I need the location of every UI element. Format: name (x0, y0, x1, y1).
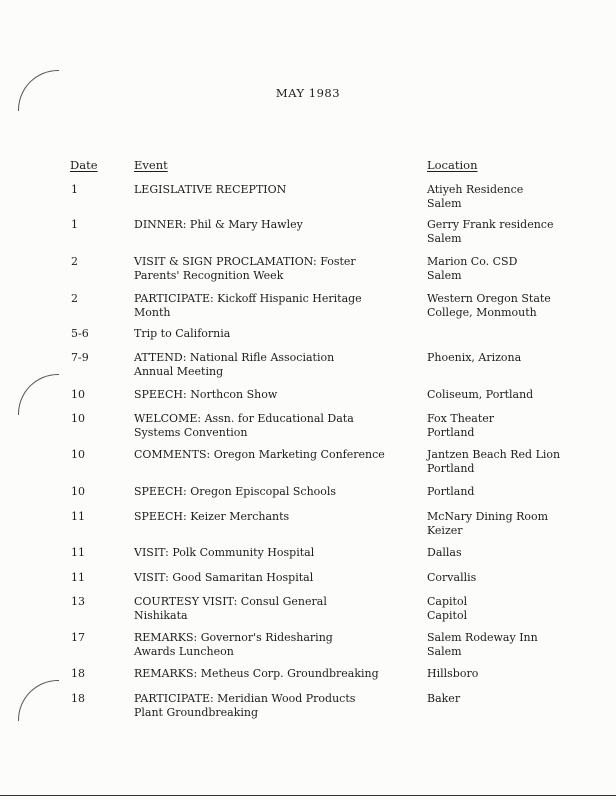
row-event: COMMENTS: Oregon Marketing Conference (134, 448, 385, 461)
location-column-header: Location (427, 158, 478, 172)
row-event: VISIT: Good Samaritan Hospital (134, 571, 314, 584)
binder-hole-mark (18, 680, 59, 721)
row-date: 2 (71, 292, 78, 305)
row-date: 11 (71, 571, 85, 584)
row-event: REMARKS: Metheus Corp. Groundbreaking (134, 667, 379, 680)
row-location: Atiyeh Residence Salem (427, 183, 524, 210)
row-event: SPEECH: Keizer Merchants (134, 510, 290, 523)
row-event: VISIT & SIGN PROCLAMATION: Foster Parents' Recognition Week (134, 255, 356, 282)
row-date: 18 (71, 692, 85, 705)
binder-hole-mark (18, 374, 59, 415)
row-date: 10 (71, 412, 85, 425)
row-date: 5-6 (71, 327, 89, 340)
row-location: Phoenix, Arizona (427, 351, 522, 364)
row-event: COURTESY VISIT: Consul General Nishikata (134, 595, 327, 622)
row-date: 2 (71, 255, 78, 268)
row-date: 11 (71, 546, 85, 559)
row-event: VISIT: Polk Community Hospital (134, 546, 315, 559)
row-location: Coliseum, Portland (427, 388, 534, 401)
row-event: WELCOME: Assn. for Educational Data Systems Convention (134, 412, 354, 439)
row-event: REMARKS: Governor's Ridesharing Awards Luncheon (134, 631, 333, 658)
row-date: 10 (71, 388, 85, 401)
row-location: Western Oregon State College, Monmouth (427, 292, 551, 319)
row-date: 10 (71, 485, 85, 498)
row-event: PARTICIPATE: Kickoff Hispanic Heritage Month (134, 292, 362, 319)
row-event: Trip to California (134, 327, 231, 340)
row-location: Corvallis (427, 571, 477, 584)
row-event: DINNER: Phil & Mary Hawley (134, 218, 303, 231)
row-date: 1 (71, 183, 78, 196)
row-location: Baker (427, 692, 461, 705)
row-location: McNary Dining Room Keizer (427, 510, 549, 537)
row-date: 10 (71, 448, 85, 461)
page-title: MAY 1983 (275, 86, 341, 100)
row-location: Portland (427, 485, 475, 498)
row-date: 11 (71, 510, 85, 523)
row-location: Gerry Frank residence Salem (427, 218, 554, 245)
row-location: Jantzen Beach Red Lion Portland (427, 448, 561, 475)
row-date: 17 (71, 631, 85, 644)
row-location: Hillsboro (427, 667, 479, 680)
date-column-header: Date (70, 158, 98, 172)
row-date: 1 (71, 218, 78, 231)
event-column-header: Event (134, 158, 168, 172)
row-date: 13 (71, 595, 85, 608)
row-event: ATTEND: National Rifle Association Annual Meeting (134, 351, 335, 378)
row-event: LEGISLATIVE RECEPTION (134, 183, 287, 196)
row-event: SPEECH: Northcon Show (134, 388, 278, 401)
row-event: PARTICIPATE: Meridian Wood Products Plant Groundbreaking (134, 692, 356, 719)
row-location: Dallas (427, 546, 462, 559)
row-date: 18 (71, 667, 85, 680)
row-location: Salem Rodeway Inn Salem (427, 631, 538, 658)
row-location: Fox Theater Portland (427, 412, 495, 439)
row-location: Marion Co. CSD Salem (427, 255, 518, 282)
page-bottom-edge (0, 795, 616, 796)
row-event: SPEECH: Oregon Episcopal Schools (134, 485, 337, 498)
row-location: Capitol Capitol (427, 595, 468, 622)
row-date: 7-9 (71, 351, 89, 364)
